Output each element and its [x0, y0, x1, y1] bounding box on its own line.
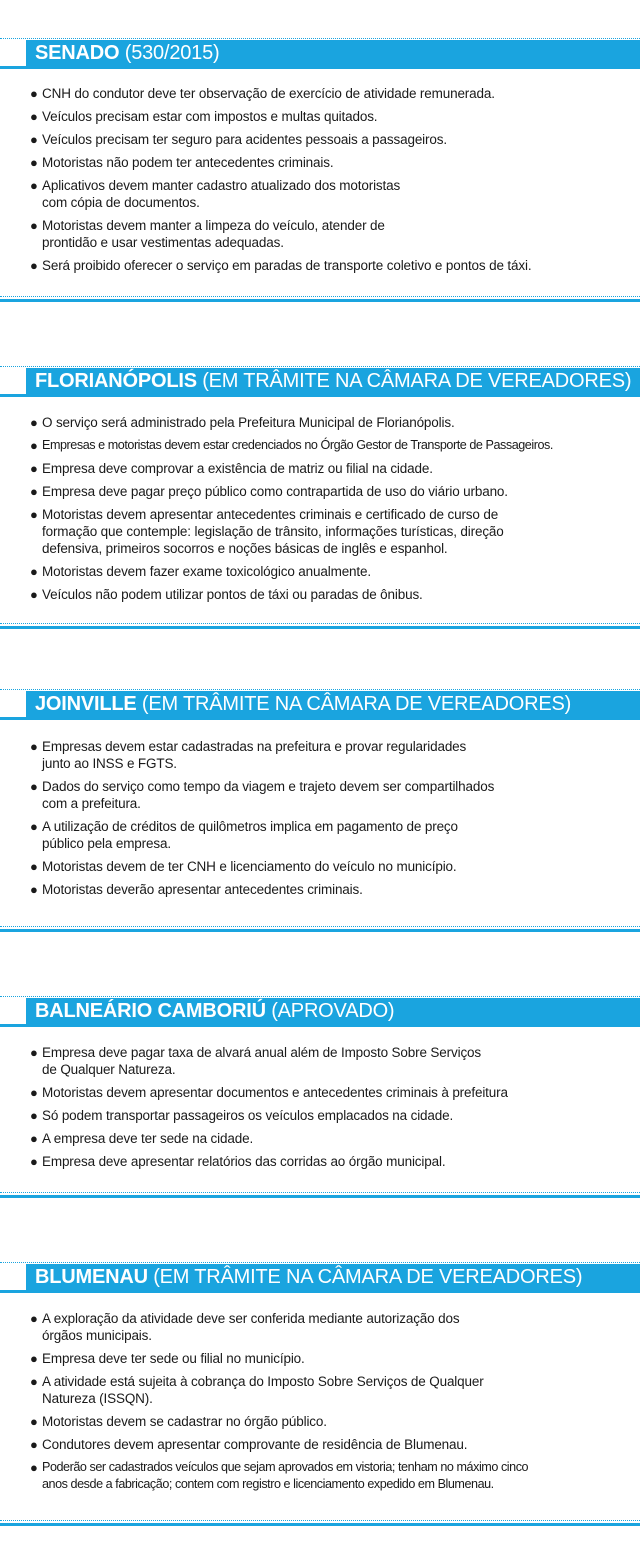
list-item: ● Veículos precisam ter seguro para acidentes pessoais a passageiros.	[30, 132, 447, 147]
section-status: (EM TRÂMITE NA CÂMARA DE VEREADORES)	[136, 693, 572, 715]
section-divider	[0, 1192, 640, 1193]
section-list-senado	[30, 85, 634, 280]
list-item: ● Motoristas devem se cadastrar no órgão público.	[30, 1414, 327, 1429]
section-rule	[0, 66, 640, 69]
section-name: BALNEÁRIO CAMBORIÚ	[35, 1000, 266, 1022]
bullet-icon: ●	[30, 739, 38, 754]
section-divider	[0, 1262, 640, 1263]
bullet-icon: ●	[30, 507, 38, 522]
section-name: JOINVILLE	[35, 693, 137, 715]
section-name: FLORIANÓPOLIS	[35, 370, 197, 392]
bullet-icon: ●	[30, 218, 38, 233]
bullet-icon: ●	[30, 1085, 38, 1100]
section-divider	[0, 38, 640, 39]
list-item: ● Poderão ser cadastrados veículos que sejam aprovados em vistoria; tenham no máximo cinco anos desde a fabricação; contem com registro e licenciamento expedido em Blumenau.	[30, 1460, 529, 1491]
list-item: ● Empresa deve pagar preço público como contrapartida de uso do viário urbano.	[30, 484, 508, 499]
list-item: ● Motoristas devem apresentar documentos e antecedentes criminais à prefeitura	[30, 1085, 508, 1100]
list-item: ● Motoristas deverão apresentar antecedentes criminais.	[30, 882, 363, 897]
bullet-icon: ●	[30, 859, 38, 874]
list-item: ● CNH do condutor deve ter observação de exercício de atividade remunerada.	[30, 86, 495, 101]
bullet-icon: ●	[30, 1460, 38, 1475]
bullet-icon: ●	[30, 132, 38, 147]
section-rule	[0, 1523, 640, 1526]
bullet-icon: ●	[30, 1108, 38, 1123]
bullet-icon: ●	[30, 109, 38, 124]
bullet-icon: ●	[30, 415, 38, 430]
section-header-blumenau	[26, 1264, 640, 1290]
section-list-blumenau	[30, 1310, 634, 1499]
section-status: (530/2015)	[119, 42, 220, 64]
bullet-icon: ●	[30, 178, 38, 193]
section-name: BLUMENAU	[35, 1266, 148, 1288]
bullet-icon: ●	[30, 1374, 38, 1389]
bullet-icon: ●	[30, 258, 38, 273]
list-item: ● A empresa deve ter sede na cidade.	[30, 1131, 254, 1146]
bullet-icon: ●	[30, 155, 38, 170]
section-header-balneario-camboriu	[26, 998, 640, 1024]
section-list-florianopolis	[30, 414, 634, 609]
list-item: ● Empresa deve comprovar a existência de matriz ou filial na cidade.	[30, 461, 433, 476]
section-divider	[0, 366, 640, 367]
section-divider	[0, 689, 640, 690]
bullet-icon: ●	[30, 779, 38, 794]
bullet-icon: ●	[30, 484, 38, 499]
bullet-icon: ●	[30, 86, 38, 101]
section-rule	[0, 299, 640, 302]
section-name: SENADO	[35, 42, 120, 64]
section-rule	[0, 1290, 640, 1293]
list-item: ● A utilização de créditos de quilômetros implica em pagamento de preço público pela empresa.	[30, 819, 458, 851]
bullet-icon: ●	[30, 1311, 38, 1326]
bullet-icon: ●	[30, 1154, 38, 1169]
list-item: ● Motoristas não podem ter antecedentes criminais.	[30, 155, 334, 170]
list-item: ● Empresas devem estar cadastradas na prefeitura e provar regularidades junto ao INSS e FGTS.	[30, 739, 467, 771]
section-header-senado	[26, 40, 640, 66]
section-status: (APROVADO)	[265, 1000, 395, 1022]
section-rule	[0, 394, 640, 397]
list-item: ● Motoristas devem de ter CNH e licenciamento do veículo no município.	[30, 859, 457, 874]
bullet-icon: ●	[30, 1437, 38, 1452]
list-item: ● O serviço será administrado pela Prefeitura Municipal de Florianópolis.	[30, 415, 455, 430]
list-item: ● Motoristas devem apresentar antecedentes criminais e certificado de curso de formação que contemple: legislação de trânsito, informações turísticas, direção defensiva, primeiros socorros e noções básicas de inglês e espanhol.	[30, 507, 504, 556]
list-item: ● Condutores devem apresentar comprovante de residência de Blumenau.	[30, 1437, 468, 1452]
list-item: ● Motoristas devem manter a limpeza do veículo, atender de prontidão e usar vestimentas adequadas.	[30, 218, 385, 250]
section-rule	[0, 717, 640, 720]
section-divider	[0, 996, 640, 997]
section-header-florianopolis	[26, 368, 640, 394]
list-item: ● Será proibido oferecer o serviço em paradas de transporte coletivo e pontos de táxi.	[30, 258, 532, 273]
list-item: ● Veículos não podem utilizar pontos de táxi ou paradas de ônibus.	[30, 587, 423, 602]
list-item: ● Empresas e motoristas devem estar credenciados no Órgão Gestor de Transporte de Passageiros.	[30, 438, 553, 453]
list-item: ● A atividade está sujeita à cobrança do Imposto Sobre Serviços de Qualquer Natureza (ISSQN).	[30, 1374, 484, 1406]
section-status: (EM TRÂMITE NA CÂMARA DE VEREADORES)	[196, 370, 632, 392]
bullet-icon: ●	[30, 882, 38, 897]
section-status: (EM TRÂMITE NA CÂMARA DE VEREADORES)	[147, 1266, 583, 1288]
list-item: ● Empresa deve pagar taxa de alvará anual além de Imposto Sobre Serviços de Qualquer Natureza.	[30, 1045, 482, 1077]
section-list-joinville	[30, 738, 634, 904]
bullet-icon: ●	[30, 564, 38, 579]
bullet-icon: ●	[30, 819, 38, 834]
section-rule	[0, 626, 640, 629]
list-item: ● Dados do serviço como tempo da viagem e trajeto devem ser compartilhados com a prefeitura.	[30, 779, 495, 811]
bullet-icon: ●	[30, 438, 38, 453]
section-rule	[0, 1195, 640, 1198]
section-divider	[0, 296, 640, 297]
bullet-icon: ●	[30, 1414, 38, 1429]
section-rule	[0, 929, 640, 932]
bullet-icon: ●	[30, 461, 38, 476]
bullet-icon: ●	[30, 587, 38, 602]
section-header-joinville	[26, 691, 640, 717]
list-item: ● Motoristas devem fazer exame toxicológico anualmente.	[30, 564, 371, 579]
list-item: ● Só podem transportar passageiros os veículos emplacados na cidade.	[30, 1108, 454, 1123]
section-divider	[0, 623, 640, 624]
section-list-balneario-camboriu	[30, 1044, 634, 1176]
list-item: ● A exploração da atividade deve ser conferida mediante autorização dos órgãos municipais.	[30, 1311, 460, 1343]
bullet-icon: ●	[30, 1351, 38, 1366]
list-item: ● Veículos precisam estar com impostos e multas quitados.	[30, 109, 378, 124]
section-divider	[0, 1520, 640, 1521]
section-divider	[0, 926, 640, 927]
list-item: ● Empresa deve apresentar relatórios das corridas ao órgão municipal.	[30, 1154, 446, 1169]
list-item: ● Empresa deve ter sede ou filial no município.	[30, 1351, 305, 1366]
bullet-icon: ●	[30, 1131, 38, 1146]
section-rule	[0, 1024, 640, 1027]
list-item: ● Aplicativos devem manter cadastro atualizado dos motoristas com cópia de documentos.	[30, 178, 401, 210]
bullet-icon: ●	[30, 1045, 38, 1060]
